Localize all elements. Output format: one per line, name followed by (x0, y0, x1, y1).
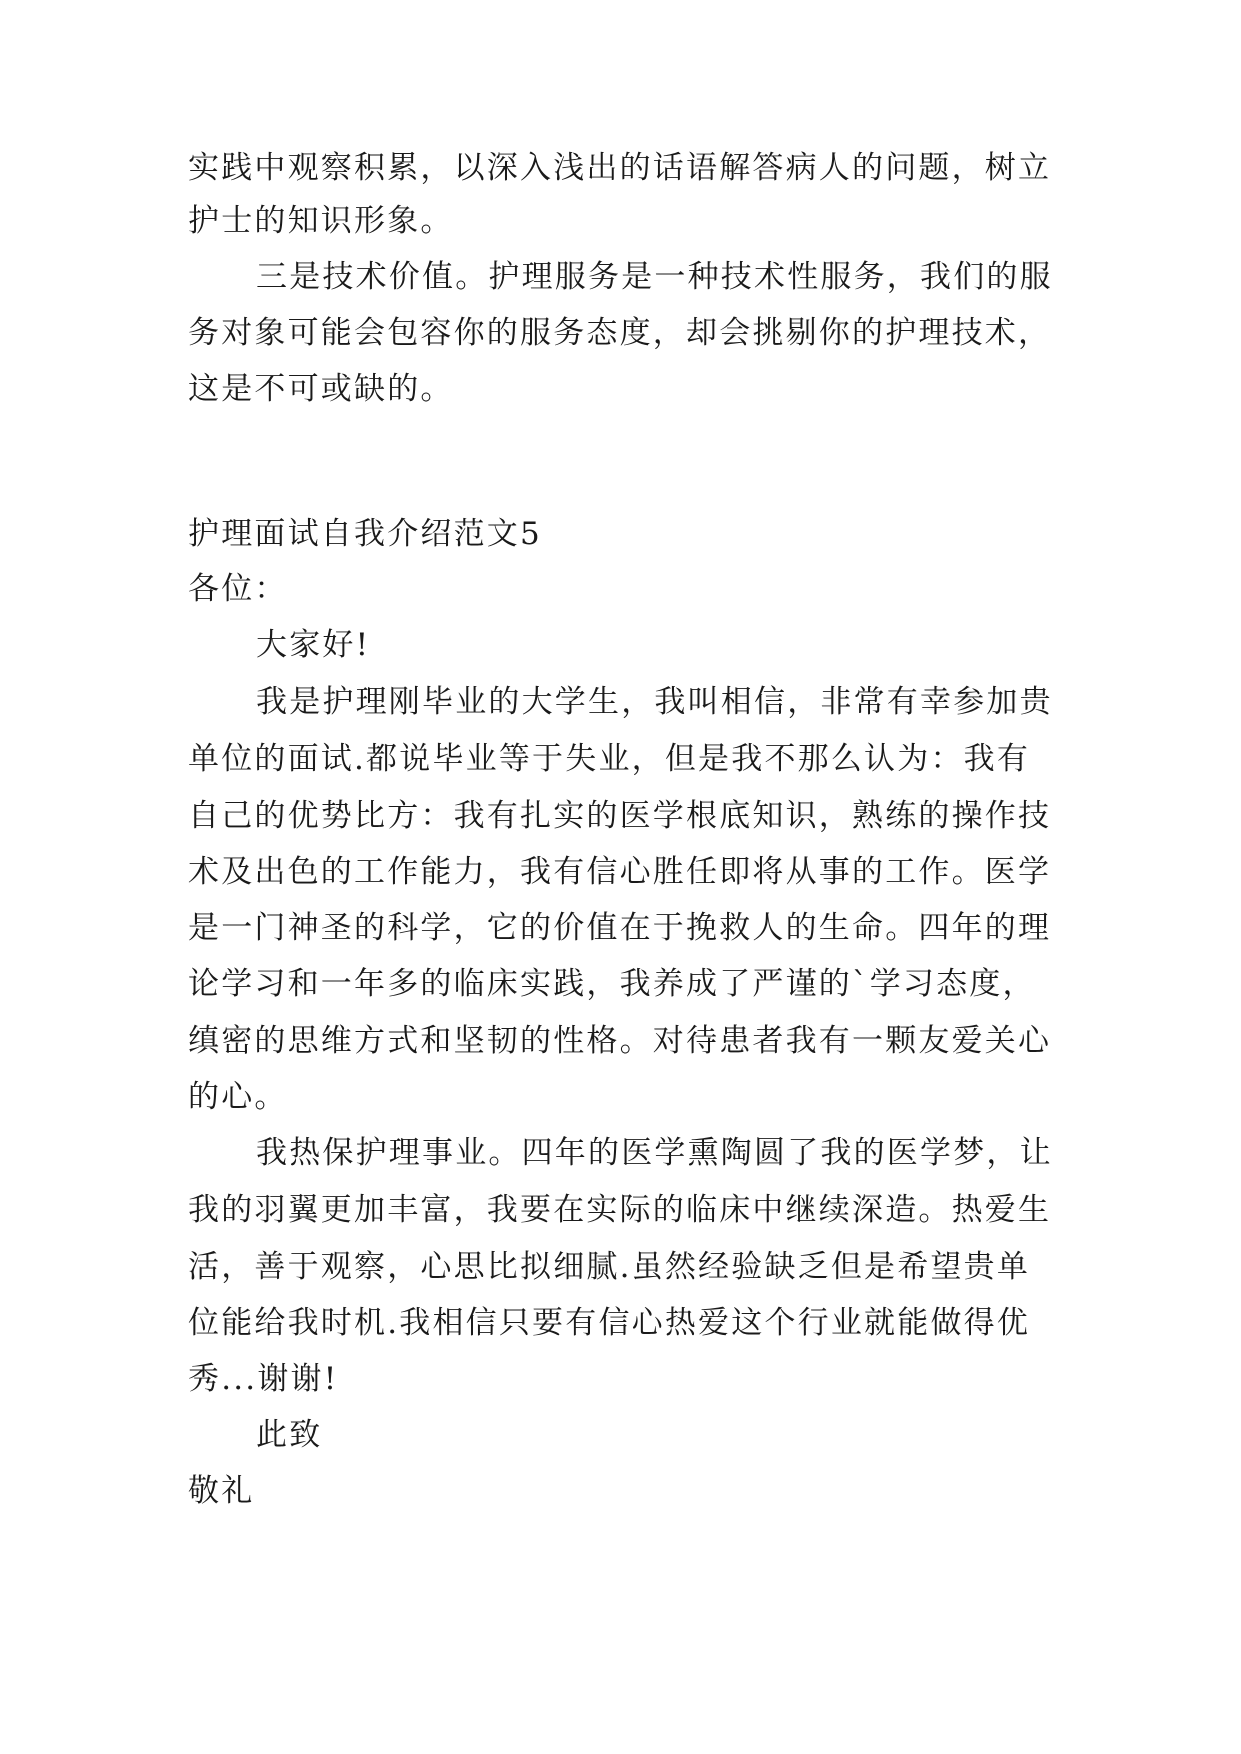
paragraph-line: 活，善于观察，心思比拟细腻.虽然经验缺乏但是希望贵单 (188, 1249, 1031, 1285)
paragraph-line: 位能给我时机.我相信只要有信心热爱这个行业就能做得优 (188, 1305, 1031, 1341)
closing-line: 此致 (256, 1417, 323, 1453)
salutation: 各位： (188, 571, 288, 607)
paragraph-line: 的心。 (188, 1079, 288, 1115)
paragraph-line: 是一门神圣的科学，它的价值在于挽救人的生命。四年的理 (188, 910, 1052, 946)
paragraph-line: 三是技术价值。护理服务是一种技术性服务，我们的服 (256, 259, 1053, 295)
paragraph-line: 论学习和一年多的临床实践，我养成了严谨的`学习态度， (188, 966, 1036, 1002)
paragraph-line: 自己的优势比方：我有扎实的医学根底知识，熟练的操作技 (188, 798, 1052, 834)
paragraph-line: 实践中观察积累，以深入浅出的话语解答病人的问题，树立 (188, 150, 1052, 186)
paragraph-line: 缜密的思维方式和坚韧的性格。对待患者我有一颗友爱关心 (188, 1023, 1052, 1059)
paragraph-line: 我热保护理事业。四年的医学熏陶圆了我的医学梦，让 (256, 1135, 1053, 1171)
paragraph-line: 术及出色的工作能力，我有信心胜任即将从事的工作。医学 (188, 854, 1052, 890)
paragraph-line: 务对象可能会包容你的服务态度，却会挑剔你的护理技术， (188, 315, 1052, 351)
paragraph-line: 护士的知识形象。 (188, 203, 454, 239)
paragraph-line: 我是护理刚毕业的大学生，我叫相信，非常有幸参加贵 (256, 684, 1053, 720)
paragraph-line: 这是不可或缺的。 (188, 371, 454, 407)
closing-line: 敬礼 (188, 1473, 255, 1509)
paragraph-line: 秀...谢谢! (188, 1361, 339, 1397)
paragraph-line: 我的羽翼更加丰富，我要在实际的临床中继续深造。热爱生 (188, 1192, 1052, 1228)
paragraph-line: 单位的面试.都说毕业等于失业，但是我不那么认为：我有 (188, 741, 1031, 777)
section-heading: 护理面试自我介绍范文5 (188, 516, 542, 552)
greeting: 大家好! (256, 627, 371, 663)
